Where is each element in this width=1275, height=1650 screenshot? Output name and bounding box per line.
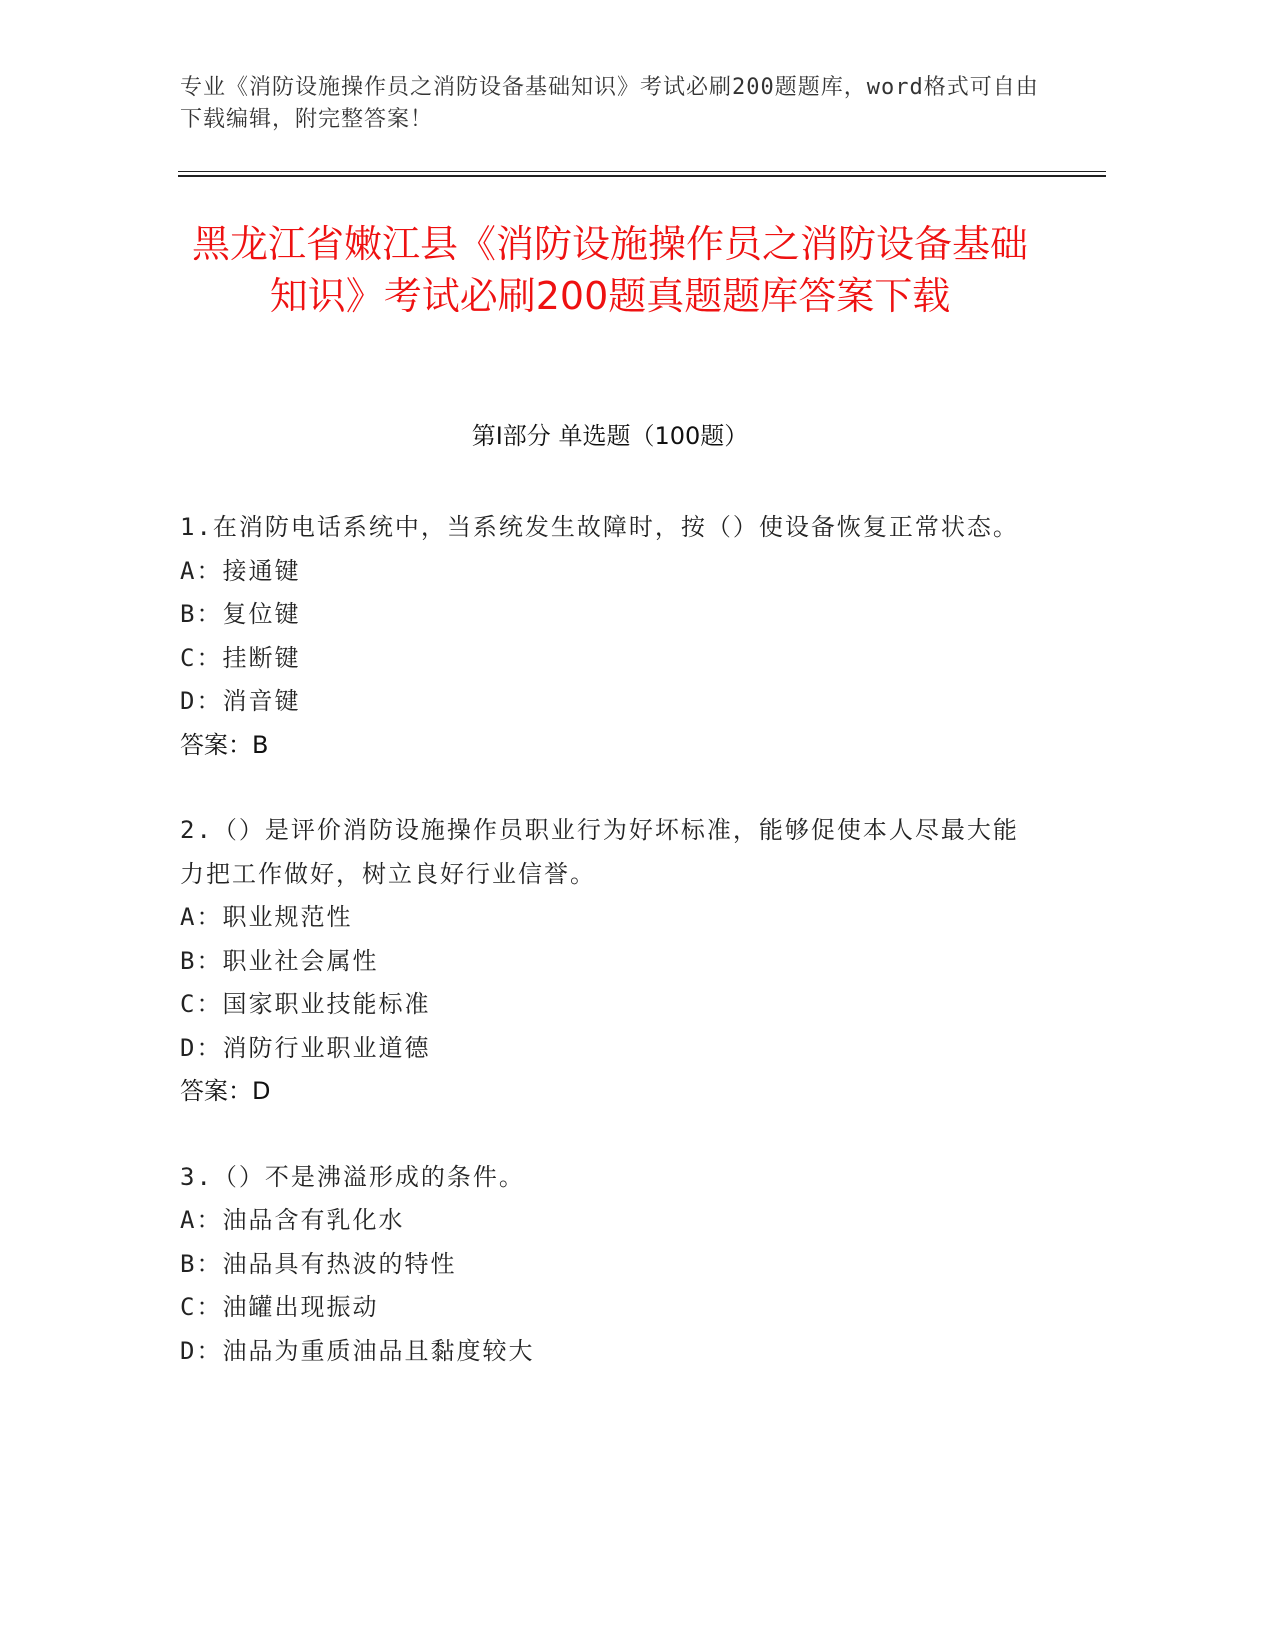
question-option: A：接通键 — [180, 556, 301, 585]
question-text: 1.在消防电话系统中，当系统发生故障时，按（）使设备恢复正常状态。 — [180, 513, 1019, 541]
question-answer: 答案：D — [180, 1077, 271, 1105]
question-option: A：职业规范性 — [180, 903, 353, 931]
question-list — [180, 506, 1040, 1415]
question-text: 2.（）是评价消防设施操作员职业行为好坏标准，能够促使本人尽最大能力把工作做好，树立良好行业信誉。 — [180, 816, 1019, 888]
question-option: D：消音键 — [180, 687, 301, 715]
question-block — [180, 506, 1040, 767]
question-option: A：油品含有乳化水 — [180, 1206, 405, 1234]
header-note: 专业《消防设施操作员之消防设备基础知识》考试必刷200题题库，word格式可自由下载编辑，附完整答案！ — [180, 75, 1039, 132]
question-option: B：油品具有热波的特性 — [180, 1249, 457, 1278]
question-option: C：油罐出现振动 — [180, 1293, 379, 1321]
header-divider-thin — [178, 171, 1106, 172]
question-option: B：职业社会属性 — [180, 946, 379, 975]
question-option: C：挂断键 — [180, 643, 301, 672]
header-divider-thick — [178, 175, 1106, 177]
question-block — [180, 1156, 1040, 1374]
question-option: D：油品为重质油品且黏度较大 — [180, 1336, 535, 1365]
document-title: 黑龙江省嫩江县《消防设施操作员之消防设备基础知识》考试必刷200题真题题库答案下载 — [191, 222, 1028, 318]
question-text: 3.（）不是沸溢形成的条件。 — [180, 1162, 525, 1191]
question-answer: 答案：B — [180, 730, 269, 759]
question-option: C：国家职业技能标准 — [180, 990, 431, 1018]
question-block — [180, 809, 1040, 1114]
question-option: D：消防行业职业道德 — [180, 1033, 431, 1062]
question-option: B：复位键 — [180, 600, 301, 628]
section-title: 第I部分 单选题（100题） — [471, 422, 749, 450]
